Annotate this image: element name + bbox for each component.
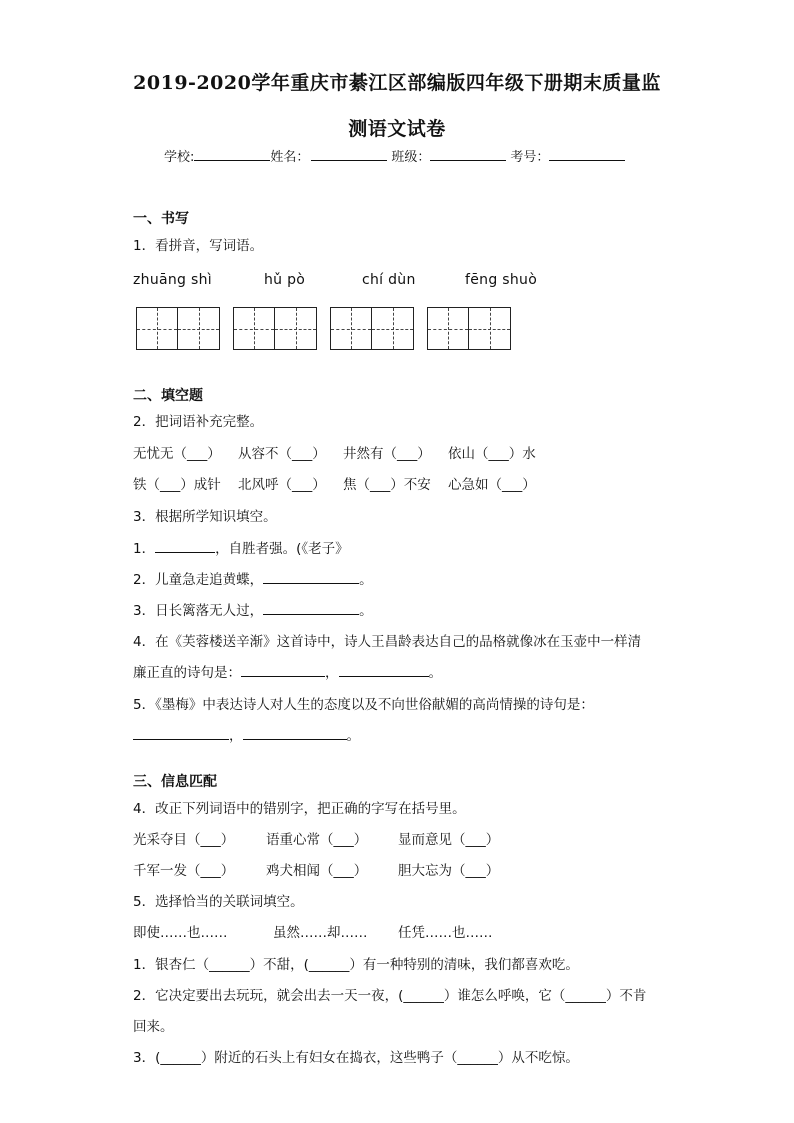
question4: 4．改正下列词语中的错别字，把正确的字写在括号里。 bbox=[133, 801, 466, 817]
idiom-item: 北风呼（___） bbox=[238, 477, 326, 493]
grid-cell[interactable] bbox=[331, 308, 372, 349]
grid-cell[interactable] bbox=[469, 308, 510, 349]
conjunction-option: 任凭……也…… bbox=[398, 925, 493, 941]
typo-item: 鸡犬相闻（___） bbox=[266, 863, 368, 879]
fill-sentence-1: 1． ，自胜者强。(《老子》 bbox=[133, 541, 349, 557]
grid-cell[interactable] bbox=[137, 308, 178, 349]
fill-sentence-4-line1: 4．在《芙蓉楼送辛渐》这首诗中，诗人王昌龄表达自己的品格就像冰在玉壶中一样清 bbox=[133, 634, 642, 650]
exam-title-line1: 2019-2020学年重庆市綦江区部编版四年级下册期末质量监 bbox=[133, 72, 661, 94]
section1-heading: 一、书写 bbox=[133, 211, 189, 227]
exam-no-field[interactable] bbox=[549, 147, 625, 161]
idiom-item: 无忧无（___） bbox=[133, 446, 221, 462]
writing-grid-3[interactable] bbox=[330, 307, 414, 350]
grid-cell[interactable] bbox=[178, 308, 219, 349]
writing-grid-4[interactable] bbox=[427, 307, 511, 350]
typo-item: 千军一发（___） bbox=[133, 863, 235, 879]
pinyin-4: fēng shuò bbox=[465, 272, 538, 288]
answer-blank[interactable] bbox=[243, 739, 347, 740]
name-label: 姓名： bbox=[270, 150, 310, 165]
idiom-item: 焦（___）不安 bbox=[343, 477, 431, 493]
conjunction-sentence-1: 1．银杏仁（______）不甜，(______）有一种特别的清味，我们都喜欢吃。 bbox=[133, 957, 579, 973]
section3-heading: 三、信息匹配 bbox=[133, 774, 217, 790]
pinyin-1: zhuāng shì bbox=[133, 272, 212, 288]
conjunction-sentence-3: 3．(______）附近的石头上有妇女在捣衣，这些鸭子（______）从不吃惊。 bbox=[133, 1050, 579, 1066]
answer-blank[interactable] bbox=[241, 676, 325, 677]
writing-grid-1[interactable] bbox=[136, 307, 220, 350]
fill-sentence-5-line2: ， 。 bbox=[133, 724, 360, 744]
grid-cell[interactable] bbox=[428, 308, 469, 349]
idiom-item: 心急如（___） bbox=[448, 477, 536, 493]
typo-item: 语重心常（___） bbox=[266, 832, 368, 848]
question1: 1．看拼音，写词语。 bbox=[133, 238, 264, 254]
idiom-item: 铁（___）成针 bbox=[133, 477, 221, 493]
name-field[interactable] bbox=[311, 147, 387, 161]
section2-heading: 二、填空题 bbox=[133, 388, 203, 404]
pinyin-3: chí dùn bbox=[362, 272, 416, 288]
answer-blank[interactable] bbox=[133, 739, 229, 740]
question2: 2．把词语补充完整。 bbox=[133, 414, 264, 430]
grid-cell[interactable] bbox=[275, 308, 316, 349]
idiom-item: 井然有（___） bbox=[343, 446, 431, 462]
fill-sentence-4-line2: 廉正直的诗句是： ， 。 bbox=[133, 665, 442, 681]
conjunction-sentence-2-line2: 回来。 bbox=[133, 1019, 174, 1035]
fill-sentence-3: 3．日长篱落无人过， 。 bbox=[133, 603, 373, 619]
conjunction-option: 虽然……却…… bbox=[273, 925, 368, 941]
writing-grid-2[interactable] bbox=[233, 307, 317, 350]
pinyin-2: hǔ pò bbox=[264, 272, 306, 288]
class-label: 班级： bbox=[391, 150, 431, 165]
info-line bbox=[164, 146, 625, 165]
exam-title-line2: 测语文试卷 bbox=[348, 118, 446, 140]
class-field[interactable] bbox=[430, 147, 506, 161]
answer-blank[interactable] bbox=[155, 552, 215, 553]
idiom-item: 依山（___）水 bbox=[448, 446, 536, 462]
question3: 3．根据所学知识填空。 bbox=[133, 509, 277, 525]
grid-cell[interactable] bbox=[234, 308, 275, 349]
conjunction-sentence-2-line1: 2．它决定要出去玩玩，就会出去一天一夜，(______）谁怎么呼唤，它（______）不肯 bbox=[133, 988, 647, 1004]
typo-item: 光采夺目（___） bbox=[133, 832, 235, 848]
school-label: 学校: bbox=[164, 150, 195, 165]
school-field[interactable] bbox=[194, 147, 270, 161]
typo-item: 胆大忘为（___） bbox=[398, 863, 500, 879]
conjunction-option: 即使……也…… bbox=[133, 925, 228, 941]
answer-blank[interactable] bbox=[263, 583, 359, 584]
typo-item: 显而意见（___） bbox=[398, 832, 500, 848]
idiom-item: 从容不（___） bbox=[238, 446, 326, 462]
exam-no-label: 考号： bbox=[510, 150, 550, 165]
answer-blank[interactable] bbox=[263, 614, 359, 615]
question5: 5．选择恰当的关联词填空。 bbox=[133, 894, 304, 910]
grid-cell[interactable] bbox=[372, 308, 413, 349]
fill-sentence-2: 2．儿童急走追黄蝶， 。 bbox=[133, 572, 373, 588]
fill-sentence-5-line1: 5．《墨梅》中表达诗人对人生的态度以及不向世俗献媚的高尚情操的诗句是： bbox=[133, 697, 594, 713]
answer-blank[interactable] bbox=[339, 676, 429, 677]
